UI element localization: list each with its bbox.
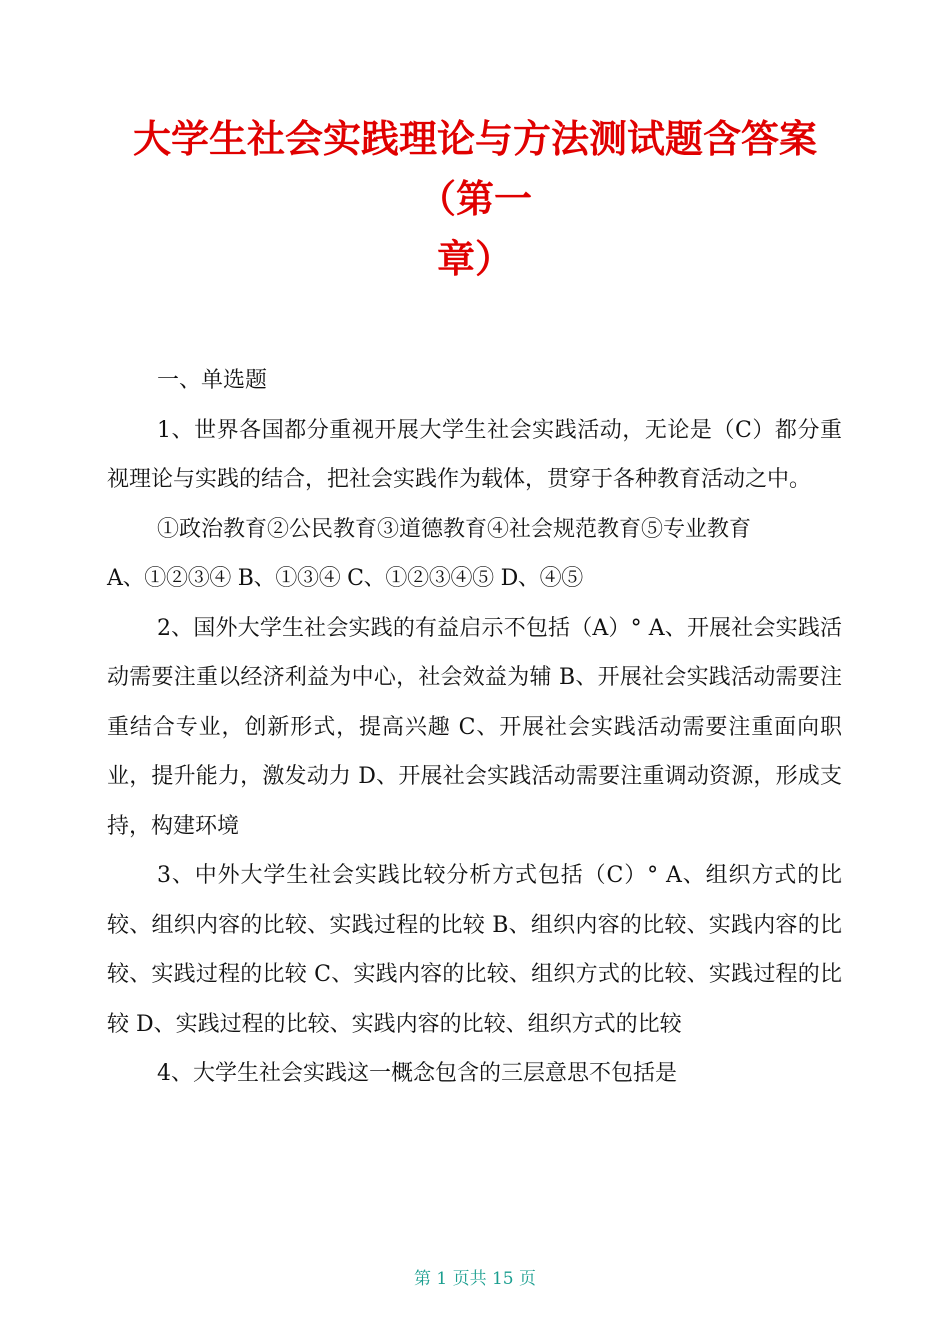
document-body <box>107 356 842 1099</box>
question-1-options: A、①②③④ B、①③④ C、①②③④⑤ D、④⑤ <box>107 566 584 591</box>
question-1: 1、世界各国都分重视开展大学生社会实践活动，无论是（C）都分重视理论与实践的结合，把社会实践作为载体，贯穿于各种教育活动之中。 <box>107 417 842 492</box>
document-title-line-3: 章） <box>436 237 513 281</box>
document-title-line-1: 大学生社会实践理论与方法测试题含答案 <box>132 117 817 161</box>
document-title-line-2: （第一 <box>417 177 532 221</box>
section-heading: 一、单选题 <box>157 368 268 393</box>
question-1-items: ①政治教育②公民教育③道德教育④社会规范教育⑤专业教育 <box>157 516 752 542</box>
question-3: 3、中外大学生社会实践比较分析方式包括（C）° A、组织方式的比较、组织内容的比较、实践过程的比较 B、组织内容的比较、实践内容的比较、实践过程的比较 C、实践内容的比较、组织方式的比较、实践过程的比较 D、实践过程的比较、实践内容的比较、组织方式的比较 <box>107 863 842 1037</box>
question-4: 4、大学生社会实践这一概念包含的三层意思不包括是 <box>157 1061 677 1086</box>
question-2: 2、国外大学生社会实践的有益启示不包括（A）° A、开展社会实践活动需要注重以经济利益为中心，社会效益为辅 B、开展社会实践活动需要注重结合专业，创新形式，提高兴趣 C、开展社会实践活动需要注重面向职业，提升能力，激发动力 D、开展社会实践活动需要注重调动资源，形成支持，构建环境 <box>107 615 842 839</box>
page-indicator: 第 1 页共 15 页 <box>413 1269 537 1289</box>
